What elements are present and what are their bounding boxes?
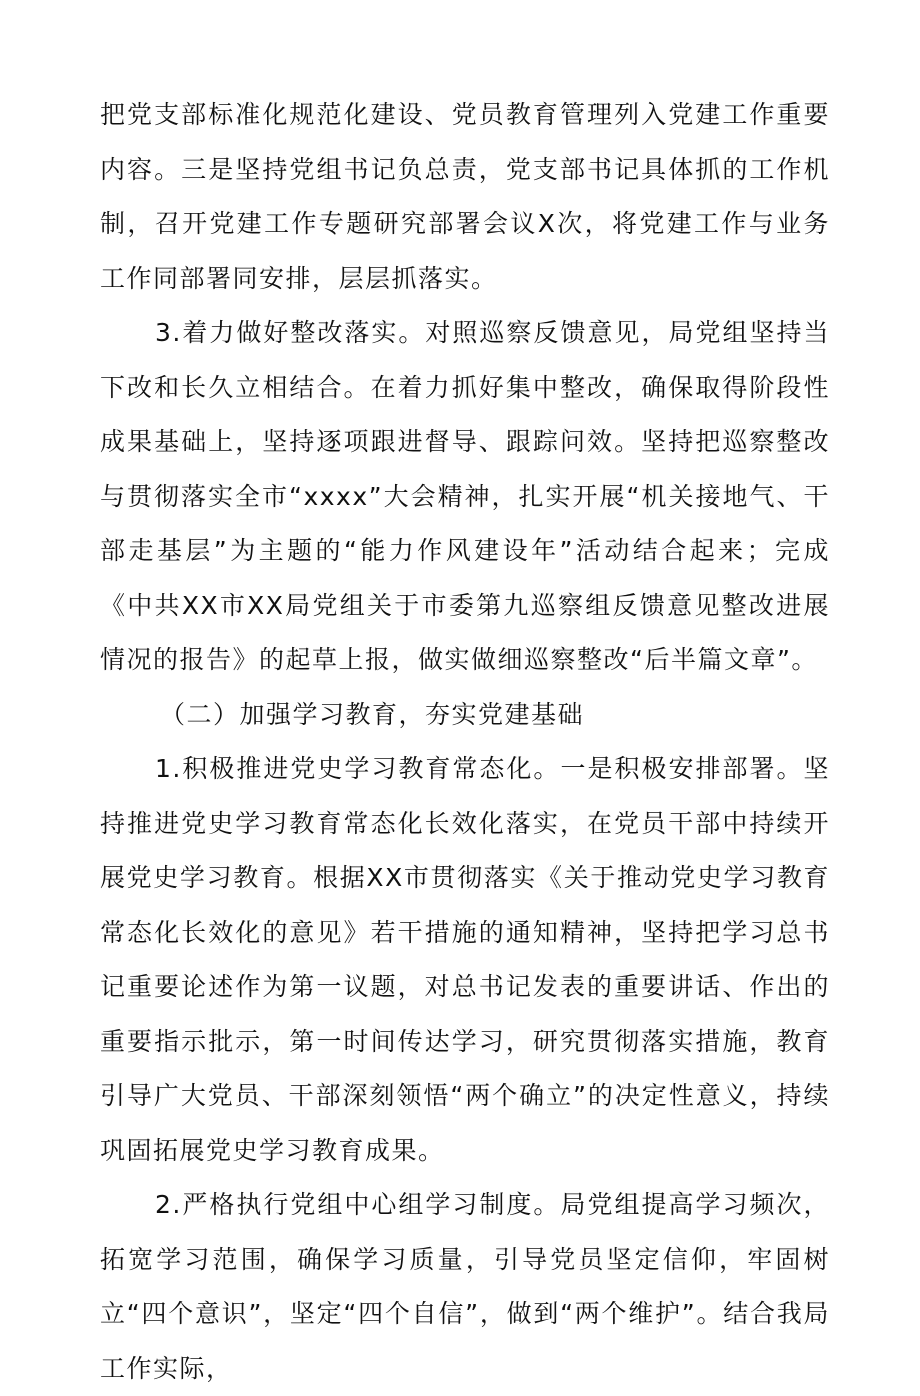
document-body — [100, 88, 830, 1396]
paragraph-continuation: 把党支部标准化规范化建设、党员教育管理列入党建工作重要内容。三是坚持党组书记负总责，党支部书记具体抓的工作机制，召开党建工作专题研究部署会议X次，将党建工作与业务工作同部署同安排，层层抓落实。 — [100, 100, 830, 293]
paragraph-party-history-study: 1.积极推进党史学习教育常态化。一是积极安排部署。坚持推进党史学习教育常态化长效化落实，在党员干部中持续开展党史学习教育。根据XX市贯彻落实《关于推动党史学习教育常态化长效化的意见》若干措施的通知精神，坚持把学习总书记重要论述作为第一议题，对总书记发表的重要讲话、作出的重要指示批示，第一时间传达学习，研究贯彻落实措施，教育引导广大党员、干部深刻领悟“两个确立”的决定性意义，持续巩固拓展党史学习教育成果。 — [100, 754, 830, 1165]
paragraph-rectification: 3.着力做好整改落实。对照巡察反馈意见，局党组坚持当下改和长久立相结合。在着力抓好集中整改，确保取得阶段性成果基础上，坚持逐项跟进督导、跟踪问效。坚持把巡察整改与贯彻落实全市“xxxx”大会精神，扎实开展“机关接地气、干部走基层”为主题的“能力作风建设年”活动结合起来；完成《中共XX市XX局党组关于市委第九巡察组反馈意见整改进展情况的报告》的起草上报，做实做细巡察整改“后半篇文章”。 — [100, 318, 830, 674]
paragraph-central-group-study: 2.严格执行党组中心组学习制度。局党组提高学习频次，拓宽学习范围，确保学习质量，引导党员坚定信仰，牢固树立“四个意识”，坚定“四个自信”，做到“两个维护”。结合我局工作实际， — [100, 1190, 830, 1383]
section-subheading: （二）加强学习教育，夯实党建基础 — [160, 699, 585, 729]
